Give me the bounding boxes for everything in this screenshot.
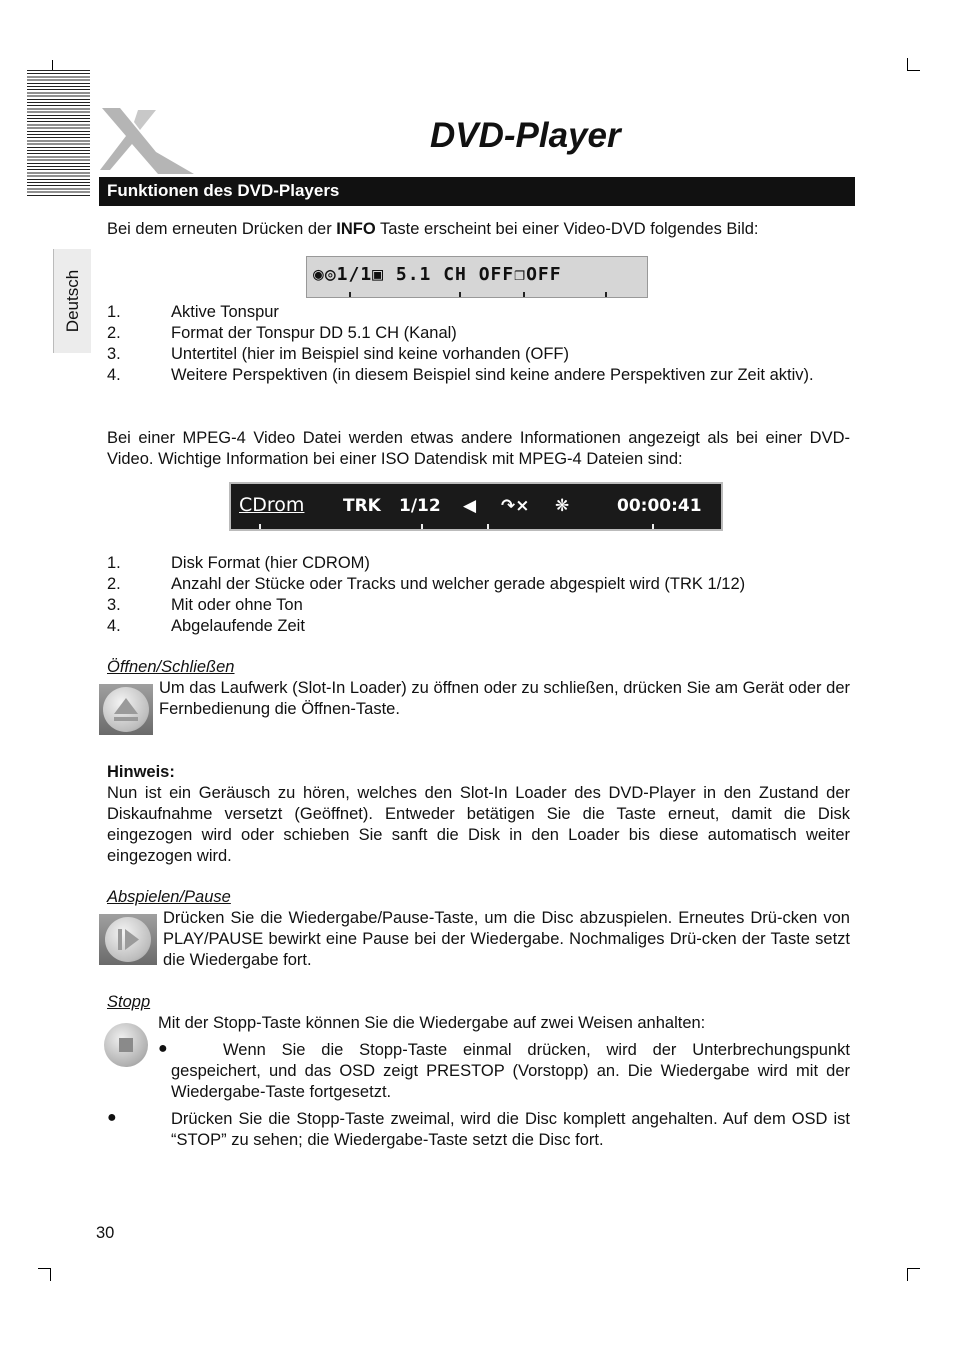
intro-before: Bei dem erneuten Drücken der: [107, 220, 337, 238]
osd-cd-tick: [421, 524, 423, 529]
osd-cd-track: 1/12: [399, 496, 441, 516]
section-header-bar: [99, 177, 855, 206]
page-number: 30: [96, 1224, 115, 1242]
bullet-icon: ●: [158, 1040, 168, 1057]
list-text: Aktive Tonspur: [171, 303, 279, 321]
eject-icon: [103, 687, 149, 732]
mpeg-paragraph: Bei einer MPEG-4 Video Datei werden etwas andere Informationen angezeigt als bei einer DVD-Video. Wichtige Information bei einer ISO Datendisk mit MPEG-4 Dateien sind:: [107, 429, 850, 468]
osd-cd-format: CDrom: [239, 494, 305, 516]
osd-dvd-tick: [459, 292, 461, 297]
brand-x-logo: [98, 100, 198, 176]
header-stripes: [27, 70, 90, 198]
disc-icon: ❋: [555, 496, 570, 516]
list-number: 4.: [107, 366, 121, 384]
osd-dvd-tick: [523, 292, 525, 297]
list-text: Weitere Perspektiven (in diesem Beispiel sind keine andere Perspektiven zur Zeit aktiv).: [171, 366, 814, 384]
play-pause-title: Abspielen/Pause: [107, 888, 231, 906]
stop-icon: [104, 1023, 148, 1067]
stop-bullet-1: Wenn Sie die Stopp-Taste einmal drücken, wird der Unterbrechungspunkt gespeichert, und das OSD zeigt PRESTOP (Vorstopp) an. Die Wiedergabe wird mit der Wiedergabe-Taste fortgesetzt.: [171, 1041, 850, 1101]
intro-line: [107, 219, 850, 240]
crop-mark-bottom-left: [38, 1268, 51, 1281]
list-number: 2.: [107, 324, 121, 342]
list-text: Abgelaufende Zeit: [171, 617, 305, 635]
osd-cd-tick: [652, 524, 654, 529]
open-close-text: Um das Laufwerk (Slot-In Loader) zu öffnen oder zu schließen, drücken Sie am Gerät oder der Fernbedienung die Öffnen-Taste.: [159, 679, 850, 718]
list-number: 1.: [107, 554, 121, 572]
list-number: 3.: [107, 596, 121, 614]
osd-dvd-image: [306, 256, 648, 298]
list-text: Format der Tonspur DD 5.1 CH (Kanal): [171, 324, 457, 342]
list-number: 2.: [107, 575, 121, 593]
open-close-title: Öffnen/Schließen: [107, 658, 235, 676]
osd-dvd-tick: [349, 292, 351, 297]
intro-after: Taste erscheint bei einer Video-DVD folgendes Bild:: [375, 220, 759, 238]
list-text: Disk Format (hier CDROM): [171, 554, 370, 572]
speaker-icon: ◀: [463, 496, 477, 516]
list-item: [107, 365, 850, 407]
section-title: Funktionen des DVD-Players: [107, 181, 340, 200]
repeat-off-icon: ↷×: [501, 496, 530, 516]
section-bar-dots: [815, 177, 855, 206]
list-number: 3.: [107, 345, 121, 363]
language-side-tab: [53, 249, 91, 353]
osd-cd-time: 00:00:41: [617, 496, 702, 516]
osd-cd-image: [229, 482, 723, 531]
osd-cd-track-label: TRK: [343, 496, 381, 516]
stop-bullet-2: Drücken Sie die Stopp-Taste zweimal, wird die Disc komplett angehalten. Auf dem OSD ist “STOP” zu sehen; die Wiedergabe-Taste setzt die Disc fort.: [171, 1110, 850, 1149]
stop-intro: Mit der Stopp-Taste können Sie die Wiedergabe auf zwei Weisen anhalten:: [158, 1014, 706, 1032]
list-number: 4.: [107, 617, 121, 635]
crop-mark-bottom-right: [907, 1268, 920, 1281]
list-text: Mit oder ohne Ton: [171, 596, 303, 614]
note-title: Hinweis:: [107, 763, 175, 781]
stop-title: Stopp: [107, 993, 151, 1011]
eject-button-image: [99, 684, 153, 735]
play-pause-text: Drücken Sie die Wiedergabe/Pause-Taste, um die Disc abzuspielen. Erneutes Drü-cken von PLAY/PAUSE bewirkt eine Pause bei der Wiedergabe. Nochmaliges Drü-cken der Taste setzt die Wiedergabe fort.: [163, 909, 850, 969]
bullet-icon: ●: [107, 1109, 117, 1126]
note-text: Nun ist ein Geräusch zu hören, welches den Slot-In Loader des DVD-Player in den Zustand der Diskaufnahme versetzt (Geöffnet). Entweder betätigen Sie die Taste erneut, damit die Disk eingezogen wird oder schieben Sie sanft die Disk in den Loader bis diese automatisch weiter eingezogen wird.: [107, 784, 850, 865]
osd-cd-tick: [259, 524, 261, 529]
page-title: DVD-Player: [430, 116, 621, 155]
play-pause-button-image: [99, 914, 157, 965]
play-pause-icon: [105, 917, 151, 962]
osd-dvd-text: ◉◎1/1▣ 5.1 CH OFF❐OFF: [313, 264, 562, 285]
language-label: Deutsch: [62, 269, 82, 333]
list-number: 1.: [107, 303, 121, 321]
list-text: Untertitel (hier im Beispiel sind keine vorhanden (OFF): [171, 345, 569, 363]
list-text: Anzahl der Stücke oder Tracks und welcher gerade abgespielt wird (TRK 1/12): [171, 575, 746, 593]
osd-cd-tick: [487, 524, 489, 529]
osd-dvd-tick: [605, 292, 607, 297]
crop-mark-top-right: [907, 58, 920, 71]
intro-bold-info: INFO: [336, 220, 376, 238]
